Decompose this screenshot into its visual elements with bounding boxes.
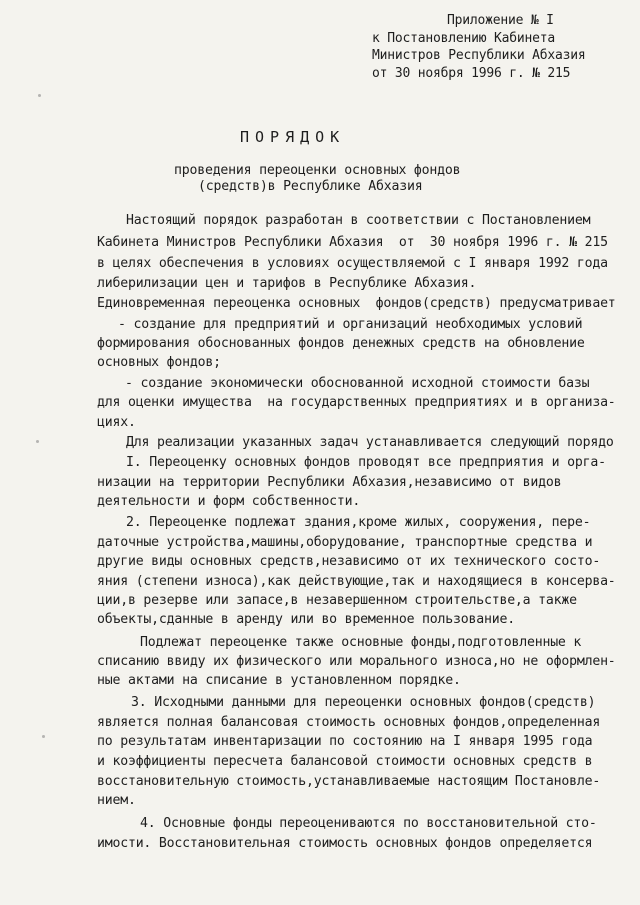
body-line: низации на территории Республики Абхазия,независимо от видов [97, 475, 562, 490]
body-line: и коэффициенты пересчета балансовой стоимости основных средств в [97, 754, 593, 769]
subtitle-line: проведения переоценки основных фондов [174, 163, 461, 178]
appendix-line: от 30 ноября 1996 г. № 215 [372, 66, 571, 81]
body-line: в целях обеспечения в условиях осуществляемой с I января 1992 года [97, 256, 608, 271]
body-line: Кабинета Министров Республики Абхазия от 30 ноября 1996 г. № 215 [97, 235, 608, 250]
body-line: формирования обоснованных фондов денежных средств на обновление [97, 336, 585, 351]
body-line: либерилизации цен и тарифов в Республике Абхазия. [97, 276, 477, 291]
appendix-line: к Постановлению Кабинета [372, 31, 556, 46]
body-line: восстановительную стоимость,устанавливаемые настоящим Постановле- [97, 774, 601, 789]
body-line: даточные устройства,машины,оборудование, транспортные средства и [97, 535, 593, 550]
body-line: циях. [97, 415, 136, 430]
body-line: является полная балансовая стоимость основных фондов,определенная [97, 715, 601, 730]
body-line: по результатам инвентаризации по состоянию на I января 1995 года [97, 734, 593, 749]
scan-speck [42, 735, 45, 738]
body-line: списанию ввиду их физического или морального износа,но не оформлен- [97, 654, 616, 669]
body-line: 4. Основные фонды переоцениваются по восстановительной сто- [140, 816, 597, 831]
body-line: нием. [97, 793, 136, 808]
subtitle-line: (средств)в Республике Абхазия [198, 179, 423, 194]
body-line: деятельности и форм собственности. [97, 494, 361, 509]
body-line: основных фондов; [97, 355, 221, 370]
scan-speck [38, 94, 41, 97]
body-line: Для реализации указанных задач устанавливается следующий порядо [126, 435, 614, 450]
document-title: ПОРЯДОК [240, 128, 346, 146]
body-line: имости. Восстановительная стоимость основных фондов определяется [97, 836, 593, 851]
appendix-line: Министров Республики Абхазия [372, 48, 586, 63]
body-line: ные актами на списание в установленном порядке. [97, 673, 461, 688]
body-line: Настоящий порядок разработан в соответствии с Постановлением [126, 213, 591, 228]
body-line: другие виды основных средств,независимо от их технического состо- [97, 554, 601, 569]
scan-speck [36, 440, 39, 443]
body-line: I. Переоценку основных фондов проводят все предприятия и орга- [126, 455, 606, 470]
body-line: - создание для предприятий и организаций необходимых условий [118, 317, 583, 332]
body-line: 2. Переоценке подлежат здания,кроме жилых, сооружения, пере- [126, 515, 591, 530]
body-line: Единовременная переоценка основных фондов(средств) предусматривает [97, 296, 616, 311]
body-line: объекты,сданные в аренду или во временное пользование. [97, 612, 515, 627]
appendix-line: Приложение № I [447, 13, 554, 28]
body-line: ции,в резерве или запасе,в незавершенном строительстве,а также [97, 593, 577, 608]
body-line: для оценки имущества на государственных предприятиях и в организа- [97, 395, 616, 410]
body-line: - создание экономически обоснованной исходной стоимости базы [125, 376, 590, 391]
body-line: яния (степени износа),как действующие,так и находящиеся в консерва- [97, 574, 616, 589]
body-line: 3. Исходными данными для переоценки основных фондов(средств) [131, 695, 596, 710]
body-line: Подлежат переоценке также основные фонды,подготовленные к [140, 635, 582, 650]
